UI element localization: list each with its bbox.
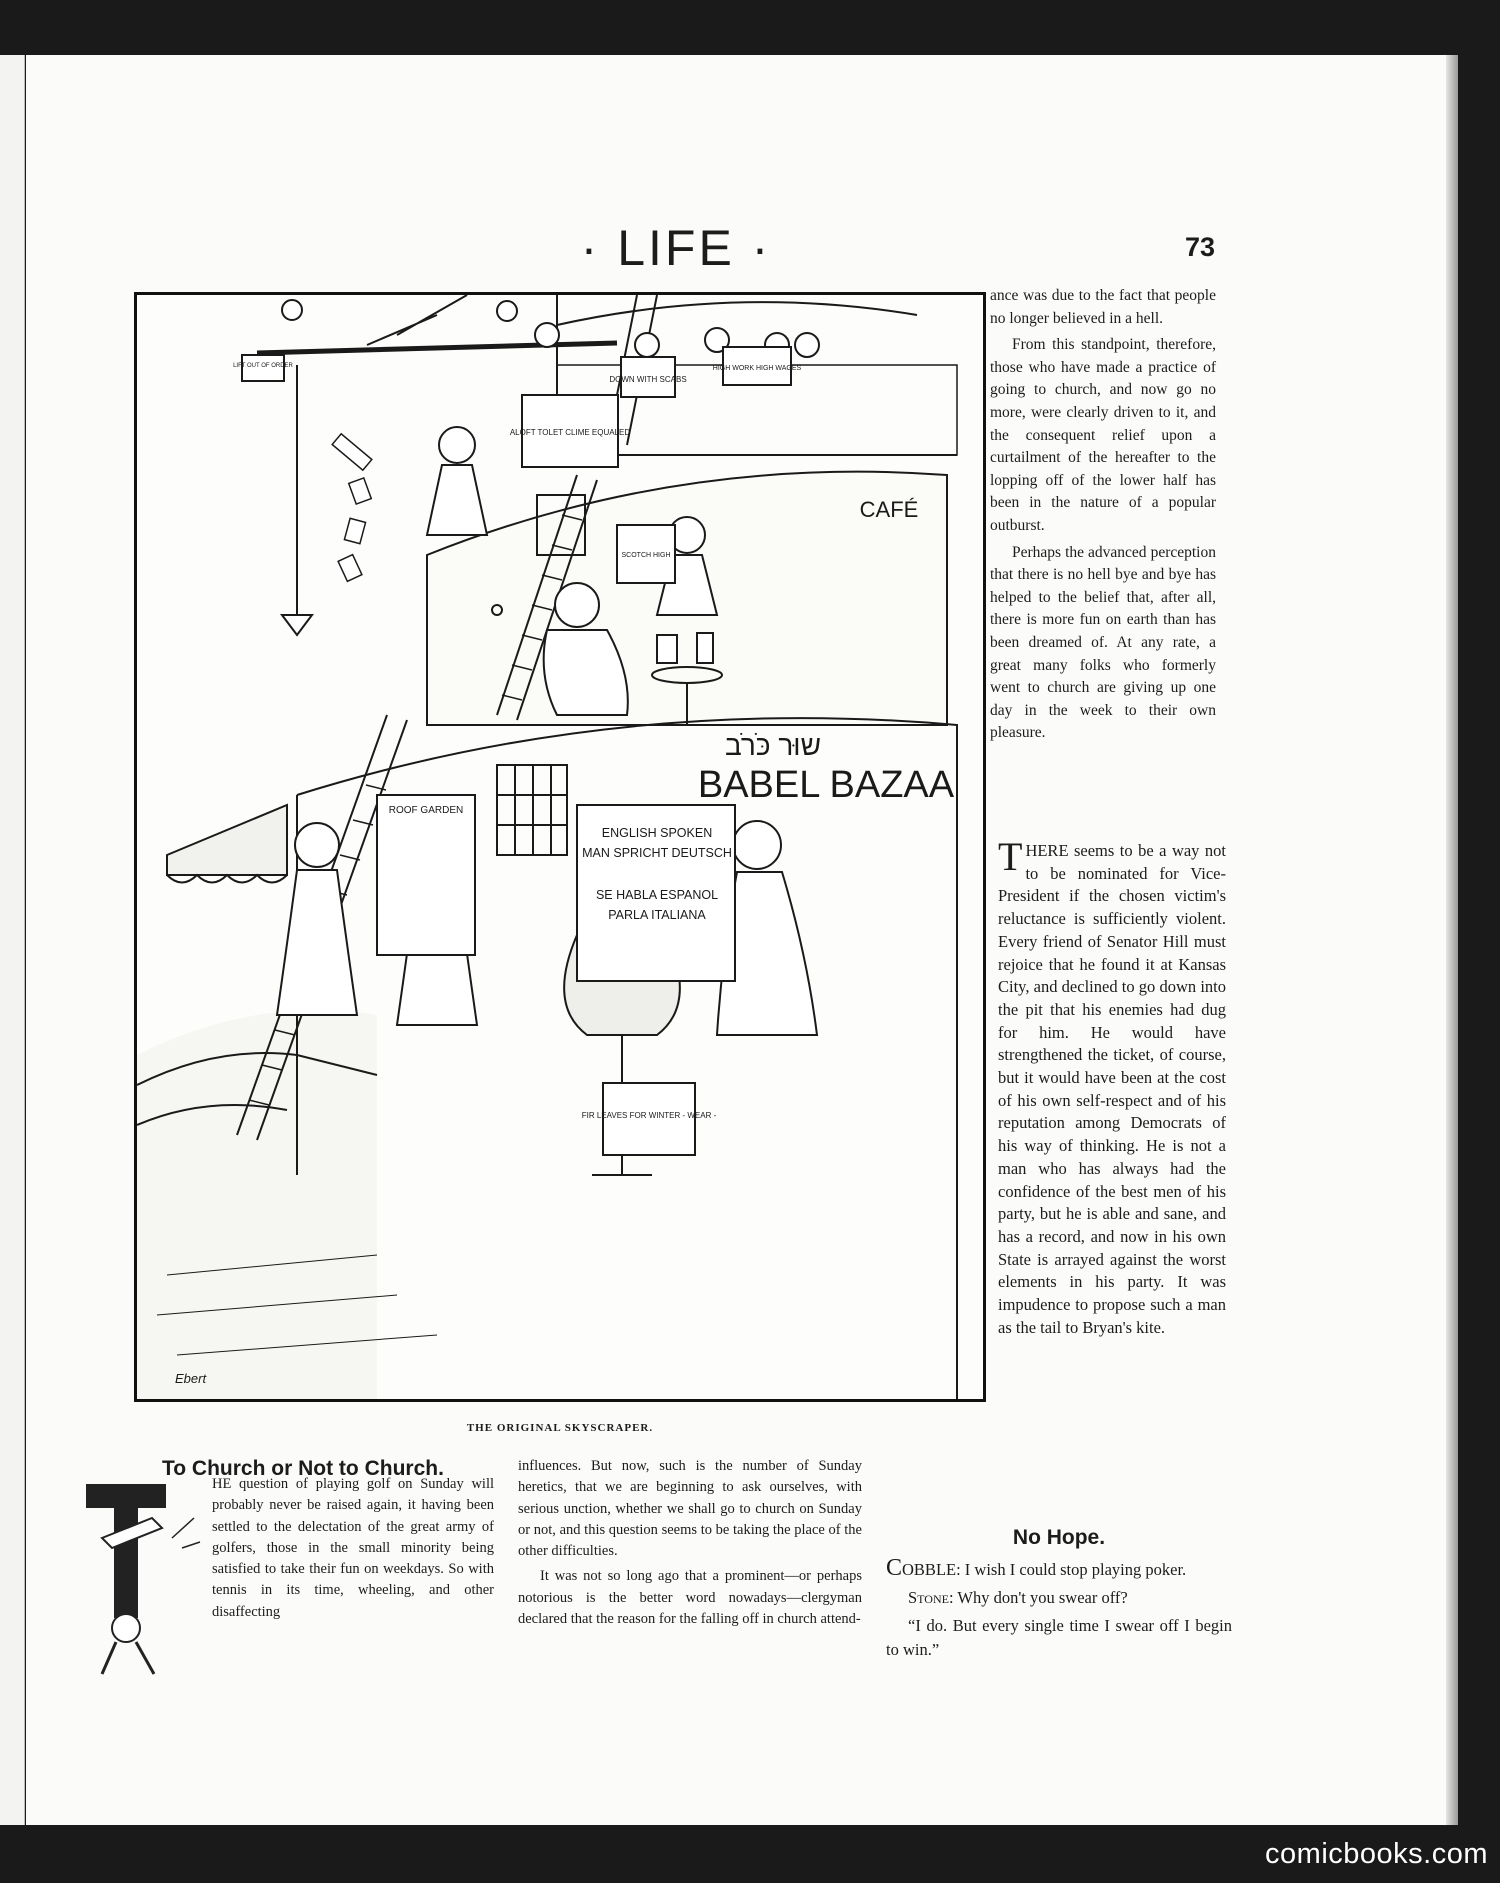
vice-president-item	[998, 834, 1226, 1343]
sign-deutsch: MAN SPRICHT DEUTSCH	[582, 846, 732, 860]
sign-lift: LIFT OUT OF ORDER	[233, 363, 293, 369]
joke-text: OBBLE: I wish I could stop playing poker.	[902, 1560, 1187, 1579]
cartoon-illustration	[134, 292, 986, 1402]
sign-espanol: SE HABLA ESPANOL	[595, 888, 719, 902]
paragraph: From this standpoint, therefore, those who have made a practice of going to church, and now go no more, were clearly driven to it, and the consequent relief upon a curtailment of the hereafter to the lopping off of the lower half has been in the nature of a popular outburst.	[990, 336, 1216, 534]
sign-italiana: PARLA ITALIANA	[608, 908, 706, 922]
sign-english-spoken: ENGLISH SPOKEN	[601, 826, 713, 840]
no-hope-joke	[886, 1556, 1232, 1666]
editorial-continuation	[990, 285, 1216, 749]
joke-text: Why don't you swear off?	[957, 1588, 1128, 1607]
church-article-middle	[518, 1456, 862, 1634]
paragraph: HERE seems to be a way not to be nominated for Vice-President if the chosen victim's reluctance is sufficiently violent. Every friend of Senator Hill must rejoice that he found it at Kansas City, and declined to go down into the pit that his enemies had dug for him. He would have strengthened the ticket, of course, but it would have been at the cost of his own self-respect and of his reputation among Democrats of his way of thinking. He is not a man who has always had the confidence of the best men of his party, but he is able and sane, and has a record, and now in his own State is arrayed against the worst elements in his party. It was impudence to propose such a man as the tail to Bryan's kite.	[998, 841, 1226, 1337]
watermark: comicbooks.com	[1265, 1838, 1488, 1870]
joke-line: “I do. But every single time I swear off I begin to win.”	[886, 1616, 1232, 1659]
artist-signature: Ebert	[175, 1371, 207, 1386]
sign-hebrew: שוּר כֹּרֹב	[724, 730, 822, 761]
drop-cap: C	[886, 1555, 903, 1581]
paragraph: It was not so long ago that a prominent—or perhaps notorious is the better word nowadays—clergyman declared that the reason for the falling off in church attend-	[518, 1568, 862, 1628]
joke-line	[886, 1586, 1232, 1610]
cartoon-caption: THE ORIGINAL SKYSCRAPER.	[466, 1422, 654, 1434]
decorative-initial-t	[82, 1478, 202, 1678]
speaker: Stone:	[908, 1588, 954, 1607]
page-edge-shadow	[1446, 55, 1458, 1825]
sign-aloft: ALOFT TOLET CLIME EQUALED	[509, 428, 631, 437]
no-hope-title: No Hope.	[1012, 1526, 1106, 1549]
paragraph: influences. But now, such is the number of Sunday heretics, that we are beginning to ask ourselves, with serious unction, whether we shall go to church on Sunday or not, and this question seems to be taking the place of the other difficulties.	[518, 1458, 862, 1560]
sign-cafe: CAFÉ	[859, 497, 919, 522]
sign-roof-garden: ROOF GARDEN	[388, 805, 464, 816]
left-page-edge	[0, 55, 25, 1825]
church-article-left	[212, 1474, 494, 1627]
paragraph	[212, 1474, 494, 1623]
cartoon-drawing	[137, 295, 983, 1399]
paragraph-text: HE question of playing golf on Sunday will probably never be raised again, it having been settled to the delectation of the great army of golfers, those in the small minority being satisfied to take their fun on weekdays. So with tennis in its time, wheeling, and other disaffecting	[212, 1476, 494, 1620]
sign-babel-bazaar: BABEL BAZAA	[697, 764, 955, 806]
drop-cap: T	[998, 834, 1023, 879]
sign-fir-leaves: FIR LEAVES FOR WINTER - WEAR -	[581, 1111, 717, 1120]
masthead: · LIFE ·	[580, 220, 772, 276]
sign-down-with-scabs: DOWN WITH SCABS	[609, 375, 687, 384]
sign-scotch: SCOTCH HIGH	[621, 552, 671, 559]
paragraph: Perhaps the advanced perception that there is no hell bye and bye has helped to the belief that, after all, there is more fun on earth than has been dreamed of. At any rate, a great many folks who formerly went to church are giving up one day in the week to their own pleasure.	[990, 543, 1216, 742]
page-number: 73	[1184, 232, 1216, 262]
sign-high-work: HIGH WORK HIGH WAGES	[712, 365, 802, 372]
article-title: To Church or Not to Church.	[162, 1457, 444, 1480]
joke-line	[886, 1556, 1232, 1582]
paragraph: ance was due to the fact that people no longer believed in a hell.	[990, 287, 1216, 327]
